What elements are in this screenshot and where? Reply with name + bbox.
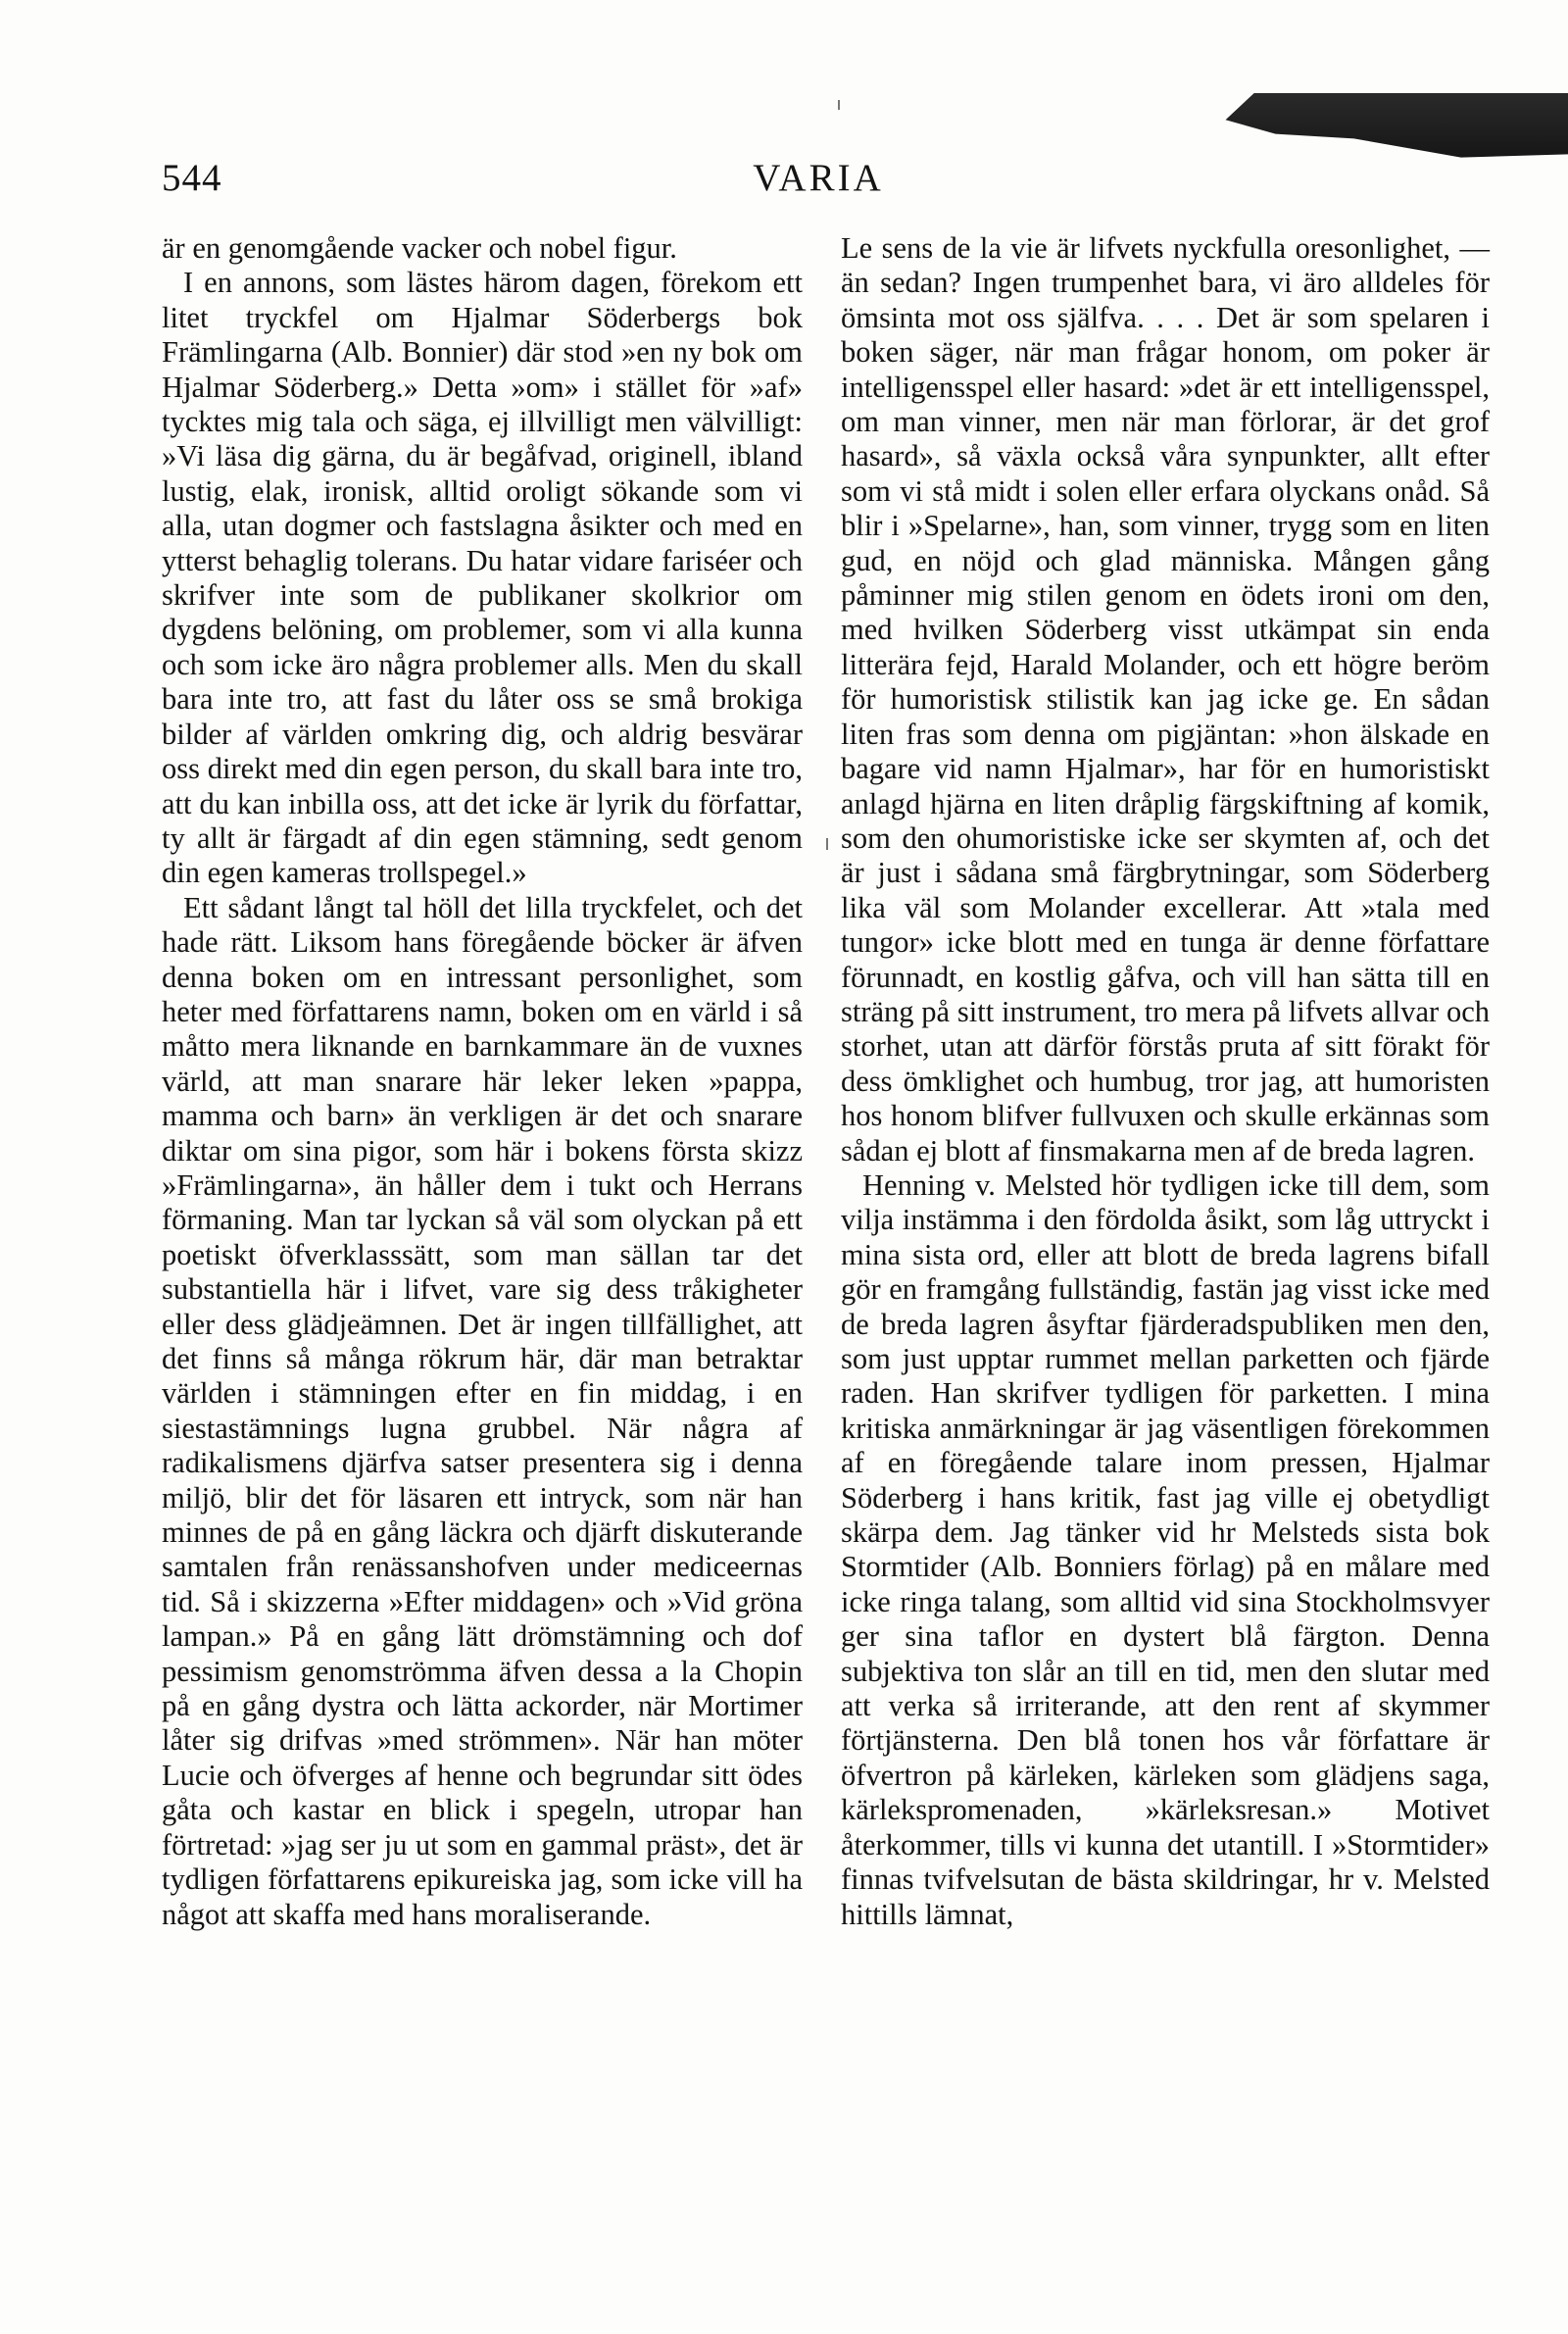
paragraph: Le sens de la vie är lifvets nyckfulla oresonlighet, — än sedan? Ingen trumpenhet bara, vi äro alldeles för ömsinta mot oss själfva. . . . Det är som spelaren i boken säger, när man frågar honom, om poker är intelligensspel eller hasard: »det är ett intelligensspel, om man vinner, men när man förlorar, är det grof hasard», så växla också våra synpunkter, allt efter som vi stå midt i solen eller erfara olyckans onåd. Så blir i »Spelarne», han, som vinner, trygg som en liten gud, en nöjd och glad människa. Mången gång påminner mig stilen genom en ödets ironi om den, med hvilken Söderberg visst utkämpat sin enda litterära fejd, Harald Molander, och ett högre beröm för humoristisk stilistik kan jag icke ge. En sådan liten fras som denna om pigjäntan: »hon älskade en bagare vid namn Hjalmar», har för en humoristiskt anlagd hjärna en liten dråplig färgskiftning af komik, som den ohumoristiske icke ser skymten af, och det är just i sådana små färgbrytningar, som Söderberg lika väl som Molander excellerar. Att »tala med tungor» icke blott med en tunga är denne författare förunnadt, en kostlig gåfva, och vill han sätta till en sträng på sitt instrument, tro mera på lifvets allvar och storhet, utan att därför förstås pruta af sitt förakt för dess ömklighet och humbug, tror jag, att humoristen hos honom blifver fullvuxen och skulle erkännas som sådan ej blott af finsmakarna men af de breda lagren. <box>841 231 1490 1167</box>
running-head: VARIA <box>753 157 884 199</box>
page-header <box>162 156 1475 205</box>
paragraph: I en annons, som lästes härom dagen, förekom ett litet tryckfel om Hjalmar Söderbergs bok Främlingarna (Alb. Bonnier) där stod »en ny bok om Hjalmar Söderberg.» Detta »om» i stället för »af» tycktes mig tala och säga, ej illvilligt men välvilligt: »Vi läsa dig gärna, du är begåfvad, originell, ibland lustig, elak, ironisk, alltid oroligt sökande som vi alla, utan dogmer och fastslagna åsikter och med en ytterst behaglig tolerans. Du hatar vidare fariséer och skrifver inte som de publikaner skolkrior om dygdens belöning, om problemer, som vi alla kunna och som icke äro några problemer alls. Men du skall bara inte tro, att fast du låter oss se små brokiga bilder af världen omkring dig, och aldrig besvärar oss direkt med din egen person, du skall bara inte tro, att du kan inbilla oss, att det icke är lyrik du författar, ty allt är färgadt af din egen stämning, sedt genom din egen kameras trollspegel.» <box>162 266 803 890</box>
paragraph: Ett sådant långt tal höll det lilla tryckfelet, och det hade rätt. Liksom hans föregående böcker är äfven denna boken om en intressant personlighet, som heter med författarens namn, boken om en värld i så måtto mera liknande en barnkammare än de vuxnes värld, att man snarare här leker leken »pappa, mamma och barn» än verkligen är det och snarare diktar om sina pigor, som här i bokens första skizz »Främlingarna», än håller dem i tukt och Herrans förmaning. Man tar lyckan så väl som olyckan på ett poetiskt öfverklasssätt, som man sällan tar det substantiella här i lifvet, vare sig dess tråkigheter eller dess glädjeämnen. Det är ingen tillfällighet, att det finns så många rökrum här, där man betraktar världen i stämningen efter en fin middag, i en siestastämnings lugna grubbel. När några af radikalismens djärfva satser presentera sig i denna miljö, blir det för läsaren ett intryck, som när han minnes de på en gång läckra och djärft diskuterande samtalen från renässanshofven under mediceernas tid. Så i skizzerna »Efter middagen» och »Vid gröna lampan.» På en gång lätt drömstämning och dof pessimism genomströmma äfven dessa a la Chopin på en gång dystra och lätta ackorder, när Mortimer låter sig drifvas »med strömmen». När han möter Lucie och öfverges af henne och begrundar sitt ödes gåta och kastar en blick i spegeln, utropar han förtretad: »jag ser ju ut som en gammal präst», det är tydligen författarens epikureiska jag, som icke vill ha något att skaffa med hans moraliserande. <box>162 890 803 1931</box>
scan-speck <box>838 100 840 110</box>
right-column <box>841 231 1490 1932</box>
scan-speck <box>826 838 828 850</box>
page-number: 544 <box>162 157 222 199</box>
left-column <box>162 231 803 1932</box>
paragraph: är en genomgående vacker och nobel figur. <box>162 231 677 265</box>
paragraph: Henning v. Melsted hör tydligen icke till dem, som vilja instämma i den fördolda åsikt, som låg uttryckt i mina sista ord, eller att blott de breda lagrens bifall gör en framgång fullständig, fastän jag visst icke med de breda lagren åsyftar fjärderadspubliken men den, som just upptar rummet mellan parketten och fjärde raden. Han skrifver tydligen för parketten. I mina kritiska anmärkningar är jag väsentligen förekommen af en föregående talare inom pressen, Hjalmar Söderberg i hans kritik, fast jag ville ej obetydligt skärpa dem. Jag tänker vid hr Melsteds sista bok Stormtider (Alb. Bonniers förlag) på en målare med icke ringa talang, som alltid vid sina Stockholmsvyer ger sina taflor en dystert blå färgton. Denna subjektiva ton slår an till en tid, men den slutar med att verka så irriterande, att den rent af skymmer förtjänsterna. Den blå tonen hos vår författare är öfvertron på kärleken, kärleken som glädjens saga, kärlekspromenaden, »kärleksresan.» Motivet återkommer, tills vi kunna det utantill. I »Stormtider» finnas tvifvelsutan de bästa skildringar, hr v. Melsted hittills lämnat, <box>841 1167 1490 1931</box>
